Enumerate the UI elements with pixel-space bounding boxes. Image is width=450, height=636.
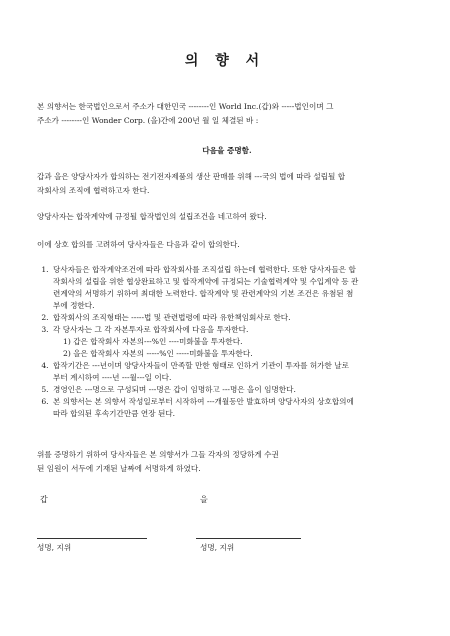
term-item: 2. 합작회사의 조직형태는 -----법 및 관련법령에 따라 유한책임회사로 한다. (51, 312, 417, 324)
closing-paragraph (37, 448, 417, 476)
term-item: 3. 각 당사자는 그 각 자본투자로 합작회사에 다음을 투자한다. 1) 갑은 합작회사 자본의---%인 ----미화불을 투자한다. 2) 을은 합작회사 자본의 -----%인 -----미화불을 투자한다. (51, 324, 417, 360)
purpose-line: 작회사의 조직에 협력하고자 한다. (37, 186, 150, 195)
negotiation-paragraph: 양당사자는 합작계약에 규정될 합작법인의 설립조건을 네고하여 왔다. (37, 212, 267, 221)
term-item: 1. 당사자들은 합작계약조건에 따라 합작회사를 조직설립 하는데 협력한다. 또한 당사자들은 합 작회사의 설립을 위한 협상완료하고 및 합작계약에 규정되는 기술협력계약 및 수입계약 등 관 련계약의 서명하기 위하여 최대한 노력한다. 합작계약 및 관련계약의 기본 조건은 유첨된 첨 부에 정한다. (51, 264, 417, 312)
party-b-signature-line (196, 538, 301, 539)
purpose-line: 갑과 을은 양당사자가 합의하는 전기전자제품의 생산 판매를 위해 ---국의 법에 따라 설립될 합 (37, 172, 346, 181)
intro-line: 본 의향서는 한국법인으로서 주소가 대한민국 --------인 World Inc.(갑)와 -----법인이며 그 (37, 102, 334, 111)
sub-item: 2) 을은 합작회사 자본의 -----%인 -----미화불을 투자한다. (63, 349, 253, 358)
document-title: 의 향 서 (184, 53, 266, 69)
purpose-paragraph (37, 170, 417, 198)
section-heading: 다음을 증명함. (202, 146, 252, 155)
term-item: 4. 합작기간은 ---년이며 양당사자들이 만족할 만한 형태로 인하거 기관이 투자를 허가한 날로 부터 계시하여 ----년 ---월---일 이다. (51, 360, 417, 384)
party-a-signature-line (37, 538, 147, 539)
term-item: 6. 본 의향서는 본 의향서 작성일로부터 시작하여 ---개월동안 발효하며 양당사자의 상호합의에 따라 합의된 후속기간만큼 연장 된다. (51, 396, 417, 420)
party-b-label: 을 (200, 495, 208, 504)
sub-item: 1) 갑은 합작회사 자본의---%인 ----미화불을 투자한다. (63, 337, 243, 346)
closing-line: 위를 증명하기 위하여 당사자들은 본 의향서가 그들 각자의 정당하게 수권 (37, 450, 279, 459)
party-a-label: 갑 (40, 495, 48, 504)
party-b-name-title: 성명, 지위 (200, 543, 235, 552)
terms-list (37, 264, 417, 420)
intro-line: 주소가 --------인 Wonder Corp. (을)간에 200년 월 일 체결된 바 : (37, 116, 259, 125)
agreement-paragraph: 이에 상호 합의를 고려하여 당사자들은 다음과 같이 합의한다. (37, 240, 240, 249)
intro-paragraph (37, 100, 417, 128)
closing-line: 된 임원이 서두에 기재된 날짜에 서명하게 하였다. (37, 464, 201, 473)
party-a-name-title: 성명, 지위 (37, 543, 72, 552)
term-item: 5. 경영인은 ---명으로 구성되며 ---명은 갑이 임명하고 ---명은 을이 임명한다. (51, 384, 417, 396)
